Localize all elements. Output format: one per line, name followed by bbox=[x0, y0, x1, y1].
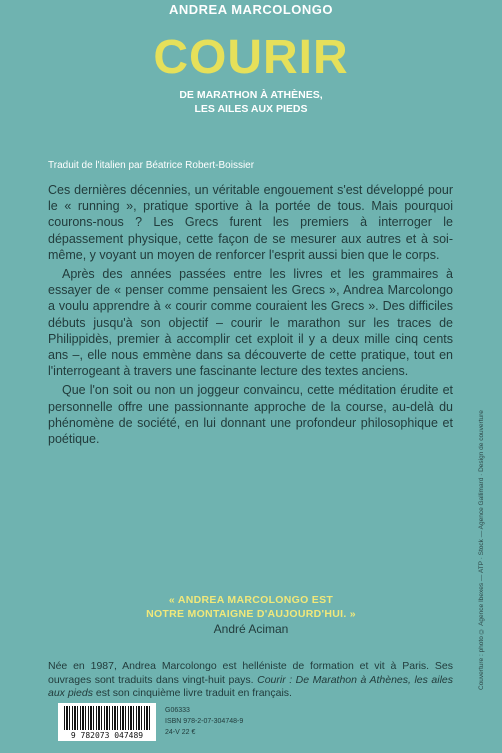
bio-end-text: est son cinquième livre traduit en français. bbox=[95, 687, 292, 699]
product-code: G06333 bbox=[165, 707, 190, 714]
blurb-text bbox=[48, 182, 453, 447]
side-credits: Couverture : photo © Agence Ibexes — ATP · Stock — Agence Gallimard · Design de couverture bbox=[478, 410, 485, 690]
blurb-paragraph-2: Après des années passées entre les livres et les grammaires à essayer de « penser comme pensaient les Grecs », Andrea Marcolongo a voulu apprendre à « courir comme couraient les Grecs ». Des difficiles débuts jusqu'à son objectif – courir le marathon sur les traces de Philippidès, premier à accomplir cet exploit il y a deux mille cinq cents ans –, elle nous emmène dans sa découverte de cette pratique, tout en l'interrogeant à travers une fascinante lecture des textes anciens. bbox=[48, 267, 453, 379]
quote-line-1: « ANDREA MARCOLONGO EST bbox=[168, 594, 334, 606]
subtitle-line-1: DE MARATHON À ATHÈNES, bbox=[179, 89, 323, 101]
product-codes bbox=[165, 705, 243, 738]
barcode-bars bbox=[64, 706, 150, 730]
quote-line-2: NOTRE MONTAIGNE D'AUJOURD'HUI. » bbox=[146, 608, 356, 620]
blurb-paragraph-3: Que l'on soit ou non un joggeur convaincu, cette méditation érudite et personnelle offre une passionnante approche de la course, au-delà du phénomène de société, en lui donnant une profondeur philosophique et poétique. bbox=[48, 383, 453, 447]
price-code: 24-V 22 € bbox=[165, 729, 196, 736]
book-subtitle bbox=[0, 88, 502, 116]
blurb-paragraph-1: Ces dernières décennies, un véritable engouement s'est développé pour le « running », pratique sportive à la portée de tous. Mais pourquoi courons-nous ? Les Grecs furent les premiers à interroger le dépassement physique, cette façon de se mesurer aux autres et à soi-même, y voyant un moyen de renforcer l'esprit aussi bien que le corps. bbox=[48, 183, 453, 262]
bio-book-title: Courir : De Marathon à Athènes, les ailes aux pieds bbox=[48, 673, 453, 699]
book-title: COURIR bbox=[153, 31, 349, 84]
author-bio bbox=[48, 660, 453, 701]
isbn-barcode bbox=[58, 703, 156, 741]
author-name: ANDREA MARCOLONGO bbox=[168, 2, 333, 17]
subtitle-line-2: LES AILES AUX PIEDS bbox=[194, 103, 308, 115]
bio-text: Née en 1987, Andrea Marcolongo est helléniste de formation et vit à Paris. Ses ouvrages sont traduits dans vingt-huit pays. bbox=[48, 660, 453, 686]
translator-credit: Traduit de l'italien par Béatrice Robert-Boissier bbox=[48, 160, 255, 171]
barcode-number: 9 782073 047489 bbox=[70, 731, 144, 740]
quote-author: André Aciman bbox=[213, 622, 289, 636]
pull-quote bbox=[0, 593, 502, 621]
isbn-code: ISBN 978-2-07-304748-9 bbox=[165, 718, 244, 725]
